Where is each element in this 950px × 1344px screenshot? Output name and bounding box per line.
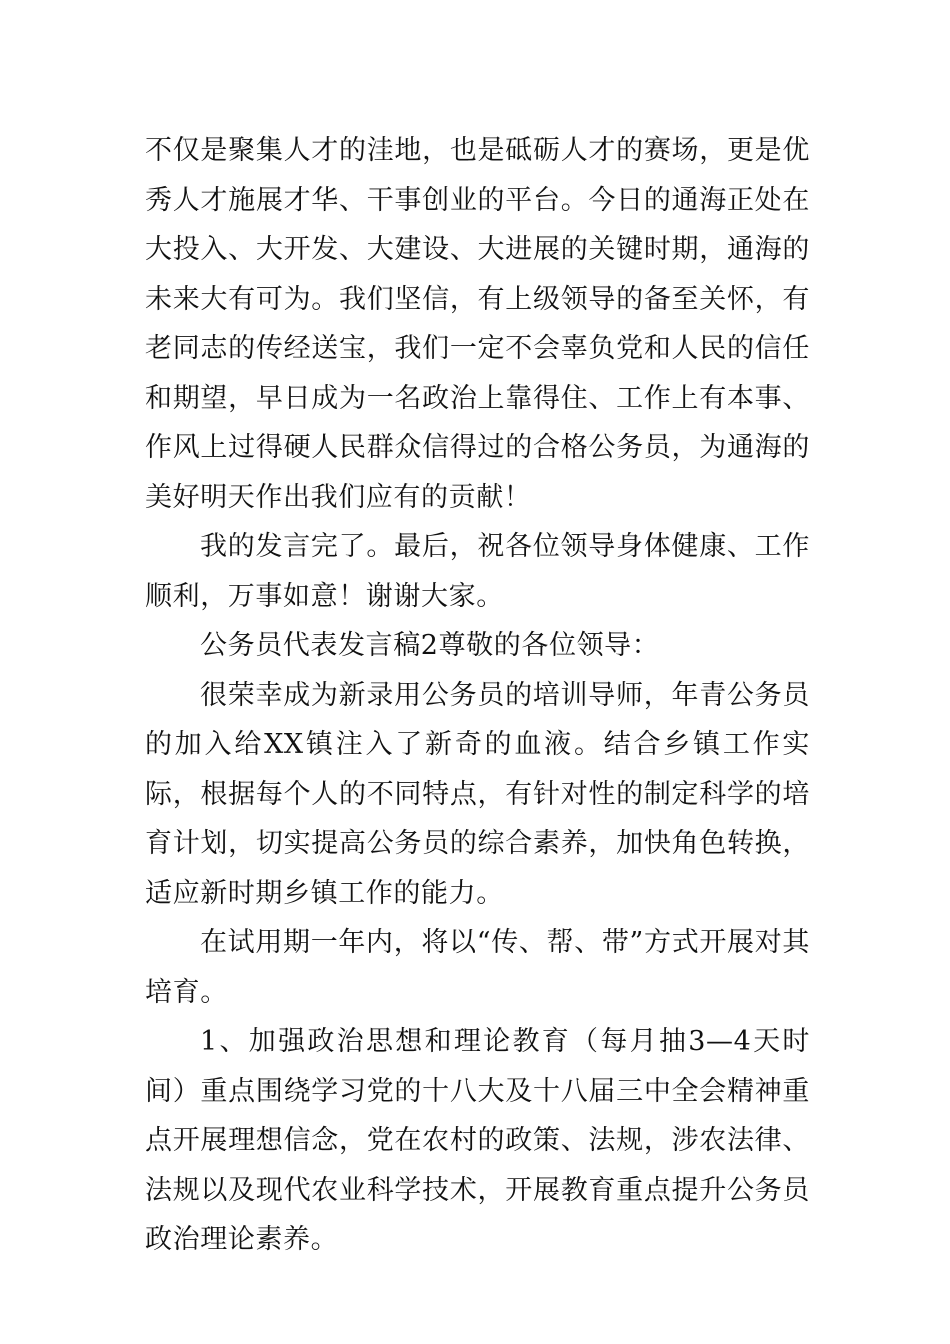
paragraph-4: 很荣幸成为新录用公务员的培训导师，年青公务员的加入给XX镇注入了新奇的血液。结合乡镇工作实际，根据每个人的不同特点，有针对性的制定科学的培育计划，切实提高公务员的综合素养，加快角色转换，适应新时期乡镇工作的能力。: [145, 679, 810, 909]
paragraph-3-heading: 公务员代表发言稿2尊敬的各位领导：: [200, 630, 660, 661]
paragraph-5: 在试用期一年内，将以“传、帮、带”方式开展对其培育。: [145, 927, 810, 1008]
paragraph-6: 1、加强政治思想和理论教育（每月抽3—4天时间）重点围绕学习党的十八大及十八届三中全会精神重点开展理想信念，党在农村的政策、法规，涉农法律、法规以及现代农业科学技术，开展教育重点提升公务员政治理论素养。: [145, 1026, 810, 1255]
paragraph-2: 我的发言完了。最后，祝各位领导身体健康、工作顺利，万事如意！谢谢大家。: [145, 531, 810, 612]
paragraph-1: 不仅是聚集人才的洼地，也是砥砺人才的赛场，更是优秀人才施展才华、干事创业的平台。今日的通海正处在大投入、大开发、大建设、大进展的关键时期，通海的未来大有可为。我们坚信，有上级领导的备至关怀，有老同志的传经送宝，我们一定不会辜负党和人民的信任和期望，早日成为一名政治上靠得住、工作上有本事、作风上过得硬人民群众信得过的合格公务员，为通海的美好明天作出我们应有的贡献！: [145, 135, 810, 513]
document-body: [145, 126, 810, 1265]
